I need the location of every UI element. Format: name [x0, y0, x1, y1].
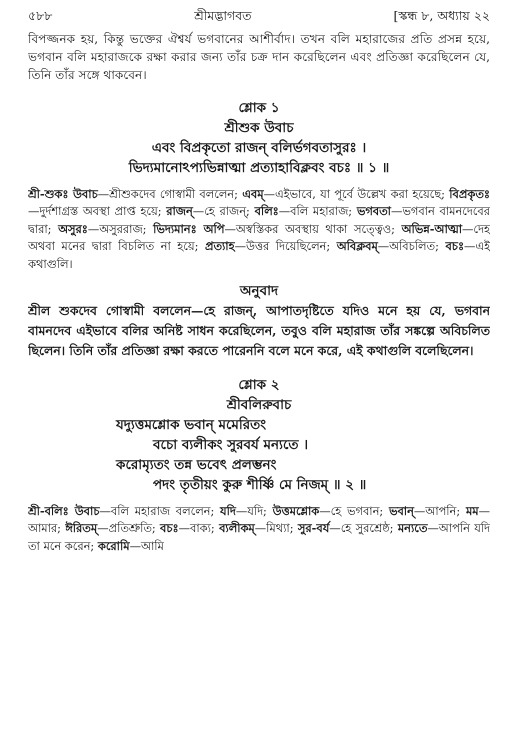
synonym-meaning: —অবিচলিত;: [377, 239, 446, 254]
synonym-term: অবিক্লবম্: [336, 239, 378, 254]
synonym-meaning: —আপনি যদি তা মনে করেন;: [28, 521, 490, 553]
synonym-term: ভিদ্যমানঃ অপি: [153, 221, 225, 236]
synonym-term: ভবান্: [388, 504, 414, 519]
page-number: ৫৮৮: [28, 8, 53, 23]
verse2-line: করোম্যৃতং তন্ন ভবেৎ প্রলম্ভনং: [116, 457, 277, 474]
synonym-meaning: —যদি;: [235, 504, 273, 519]
synonym-term: শ্রী-বলিঃ উবাচ: [28, 504, 100, 519]
synonym-term: বলিঃ: [254, 204, 279, 219]
synonym-meaning: —উত্তর দিয়েছিলেন;: [234, 239, 337, 254]
synonym-term: করোমি: [97, 538, 130, 553]
synonym-term: যদি: [220, 504, 236, 519]
verse2-line: পদং তৃতীয়ং কুরু শীর্ষ্ণি মে নিজম্ ॥ ২ ॥: [153, 477, 367, 494]
synonym-term: ঈরিতম্: [65, 521, 98, 536]
translation-heading: অনুবাদ: [239, 283, 279, 300]
synonym-meaning: —আমার;: [28, 504, 490, 536]
verse1-text: [28, 138, 490, 178]
synonym-term: সুর-বর্য: [297, 521, 330, 536]
synonym-term: মম: [465, 504, 479, 519]
book-title: শ্রীমদ্ভাগবত: [194, 8, 252, 23]
synonym-term: বচঃ: [160, 521, 179, 536]
synonym-meaning: —হে সুরশ্রেষ্ঠ;: [329, 521, 398, 536]
verse2-speaker: শ্রীবলিরুবাচ: [226, 397, 292, 414]
synonym-term: এবম্: [242, 187, 264, 201]
verse2-number: শ্লোক ২: [238, 377, 280, 394]
synonym-meaning: —বাক্য;: [178, 521, 220, 536]
verse2-line: যদ্যুত্তমশ্লোক ভবান্ মমেরিতং: [116, 417, 267, 434]
synonym-meaning: —দেহ অথবা মনের দ্বারা বিচলিত না হয়ে;: [28, 221, 490, 254]
verse1-line: ভিদ্যমানোঽপ্যভিন্নাত্মা প্রত্যাহাবিক্লবং বচঃ ॥ ১ ॥: [128, 160, 390, 176]
verse1-synonyms: [28, 186, 490, 273]
synonym-meaning: —শ্রীশুকদেব গোস্বামী বললেন;: [97, 187, 243, 201]
synonym-meaning: —বলি মহারাজ;: [278, 204, 357, 219]
synonym-term: অভিন্ন-আত্মা: [401, 221, 463, 236]
verse1-translation: শ্রীল শুকদেব গোস্বামী বললেন—হে রাজন্, আপাতদৃষ্টিতে যদিও মনে হয় যে, ভগবান বামনদেব এইভাবে বলির অনিষ্ট সাধন করেছিলেন, তবুও বলি মহারাজ তাঁর সঙ্কল্পে অবিচলিত ছিলেন। তিনি তাঁর প্রতিজ্ঞা রক্ষা করতে পারেননি বলে মনে করে, এই কথাগুলি বলেছিলেন।: [28, 303, 490, 359]
synonym-meaning: —ভগবান বামনদেবের দ্বারা;: [28, 204, 490, 236]
synonym-term: শ্রী-শুকঃ উবাচ: [28, 187, 98, 201]
synonym-meaning: —হে রাজন্;: [192, 204, 255, 219]
synonym-meaning: —দুর্দশাগ্রস্ত অবস্থা প্রাপ্ত হয়ে;: [28, 204, 167, 219]
synonym-meaning: —এইভাবে, যা পূর্বে উল্লেখ করা হয়েছে;: [263, 187, 450, 201]
verse1-number: শ্লোক ১: [238, 100, 280, 116]
synonym-meaning: —বলি মহারাজ বললেন;: [99, 504, 221, 519]
synonym-term: মন্যতে: [397, 521, 428, 536]
synonym-term: ভগবতা: [356, 204, 391, 219]
page-header: [28, 8, 490, 30]
synonym-term: বচঃ: [445, 239, 465, 254]
verse1-line: এবং বিপ্রকৃতো রাজন্ বলির্ভগবতাসুরঃ ।: [151, 140, 367, 156]
verse1-speaker: শ্রীশুক উবাচ: [224, 120, 294, 136]
synonym-term: বিপ্রকৃতঃ: [449, 187, 490, 201]
synonym-meaning: —এই কথাগুলি।: [28, 239, 490, 271]
synonym-term: অসুরঃ: [58, 221, 88, 236]
document-page: [28, 8, 490, 723]
synonym-meaning: —হে ভগবান;: [319, 504, 389, 519]
synonym-meaning: —আপনি;: [413, 504, 466, 519]
synonym-meaning: —অসুররাজ;: [87, 221, 154, 236]
synonym-term: ব্যলীকম্: [219, 521, 255, 536]
synonym-meaning: —অস্বস্তিকর অবস্থায় থাকা সত্ত্বেও;: [224, 221, 402, 236]
verse2-synonyms: [28, 503, 490, 555]
synonym-meaning: —মিথ্যা;: [254, 521, 298, 536]
synonym-term: রাজন্: [166, 204, 193, 219]
synonym-meaning: —প্রতিশ্রুতি;: [97, 521, 161, 536]
synonym-term: উত্তমশ্লোক: [272, 504, 320, 519]
intro-paragraph: বিপজ্জনক হয়, কিন্তু ভক্তের ঐশ্বর্য ভগবানের আশীর্বাদ। তখন বলি মহারাজের প্রতি প্রসন্ন হয়ে, ভগবান বলি মহারাজকে রক্ষা করার জন্য তাঁর চক্র দান করেছিলেন এবং প্রতিজ্ঞা করেছিলেন যে, তিনি তাঁর সঙ্গে থাকবেন।: [28, 32, 490, 82]
verse2-text: [28, 415, 490, 495]
synonym-term: প্রত্যাহ: [204, 239, 235, 254]
verse2-line: বচো ব্যলীকং সুরবর্য মন্যতে ।: [153, 437, 309, 454]
section-label: [স্কন্ধ ৮, অধ্যায় ২২: [393, 8, 490, 23]
synonym-meaning: —আমি: [129, 538, 164, 553]
